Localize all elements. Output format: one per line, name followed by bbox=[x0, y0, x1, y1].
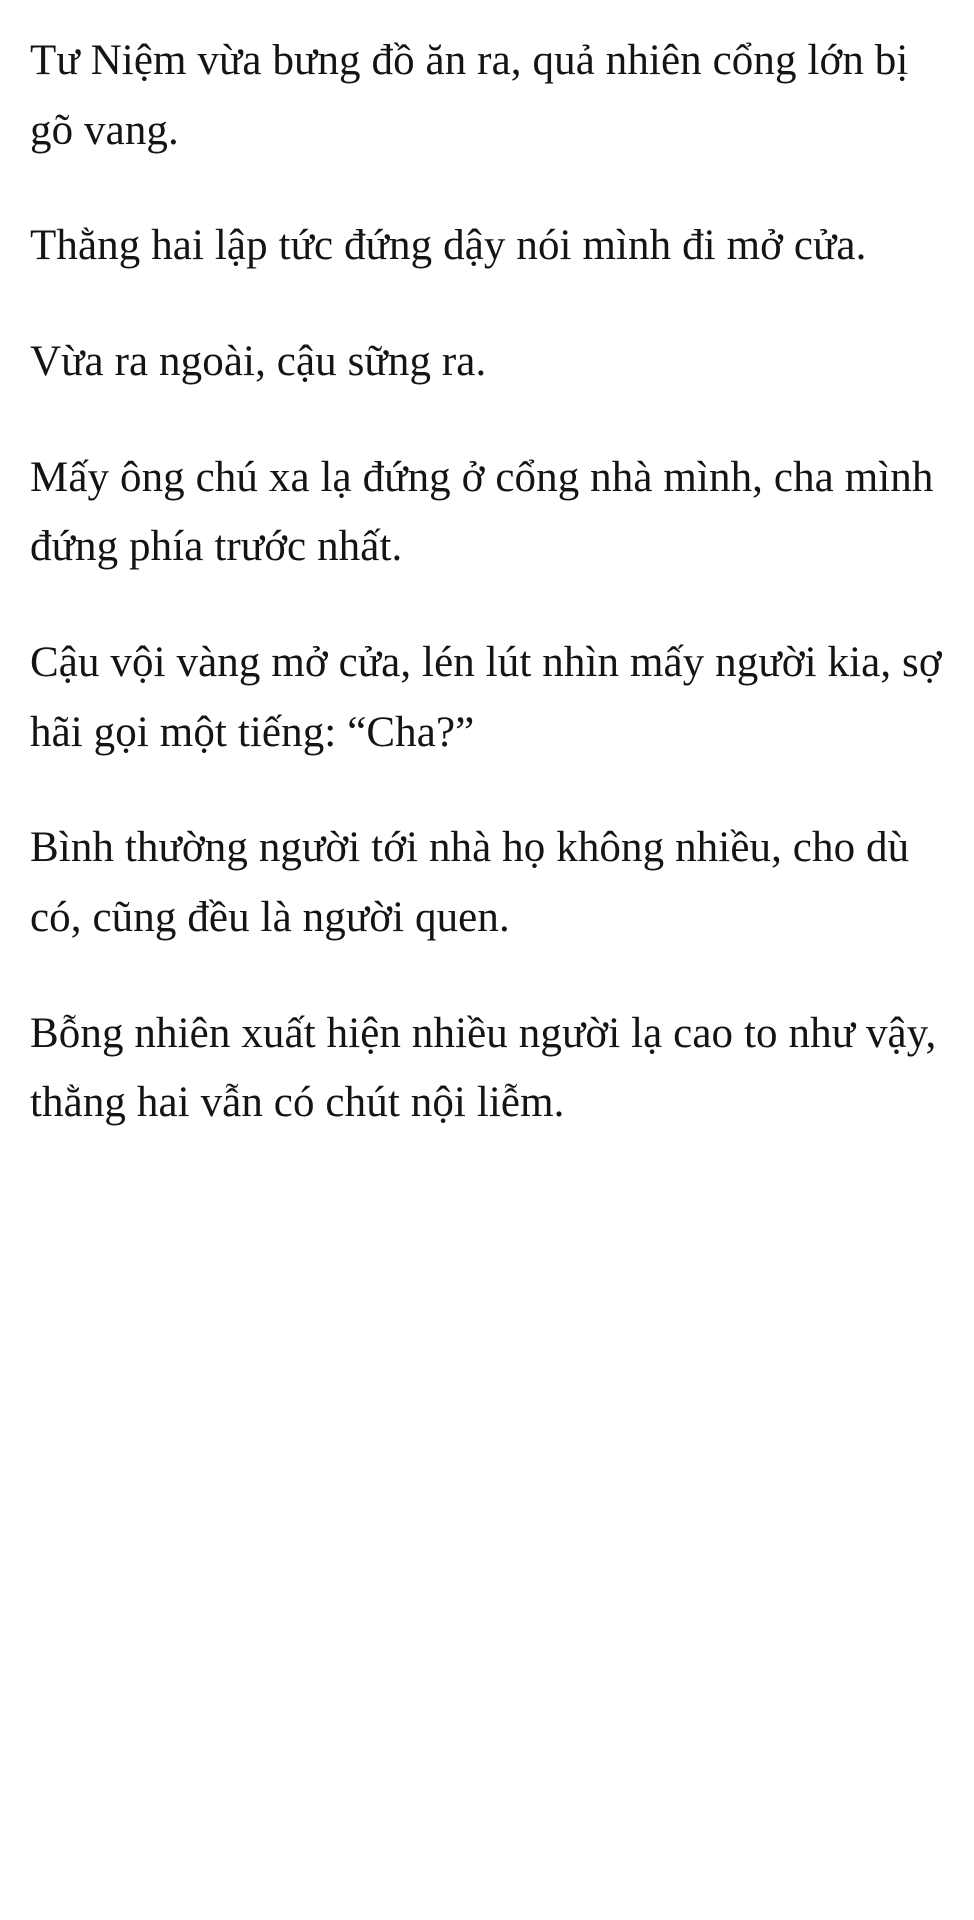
story-paragraph: Vừa ra ngoài, cậu sững ra. bbox=[30, 337, 487, 385]
story-paragraph: Bình thường người tới nhà họ không nhiều, cho dù có, cũng đều là người quen. bbox=[30, 824, 910, 941]
story-paragraph: Mấy ông chú xa lạ đứng ở cổng nhà mình, cha mình đứng phía trước nhất. bbox=[30, 453, 934, 571]
story-paragraph: Cậu vội vàng mở cửa, lén lút nhìn mấy người kia, sợ hãi gọi một tiếng: “Cha?” bbox=[30, 638, 942, 756]
story-paragraph: Tư Niệm vừa bưng đồ ăn ra, quả nhiên cổng lớn bị gõ vang. bbox=[30, 37, 909, 154]
story-paragraph: Bỗng nhiên xuất hiện nhiều người lạ cao to như vậy, thằng hai vẫn có chút nội liễm. bbox=[30, 1009, 937, 1127]
story-paragraph: Thằng hai lập tức đứng dậy nói mình đi mở cửa. bbox=[30, 222, 867, 270]
